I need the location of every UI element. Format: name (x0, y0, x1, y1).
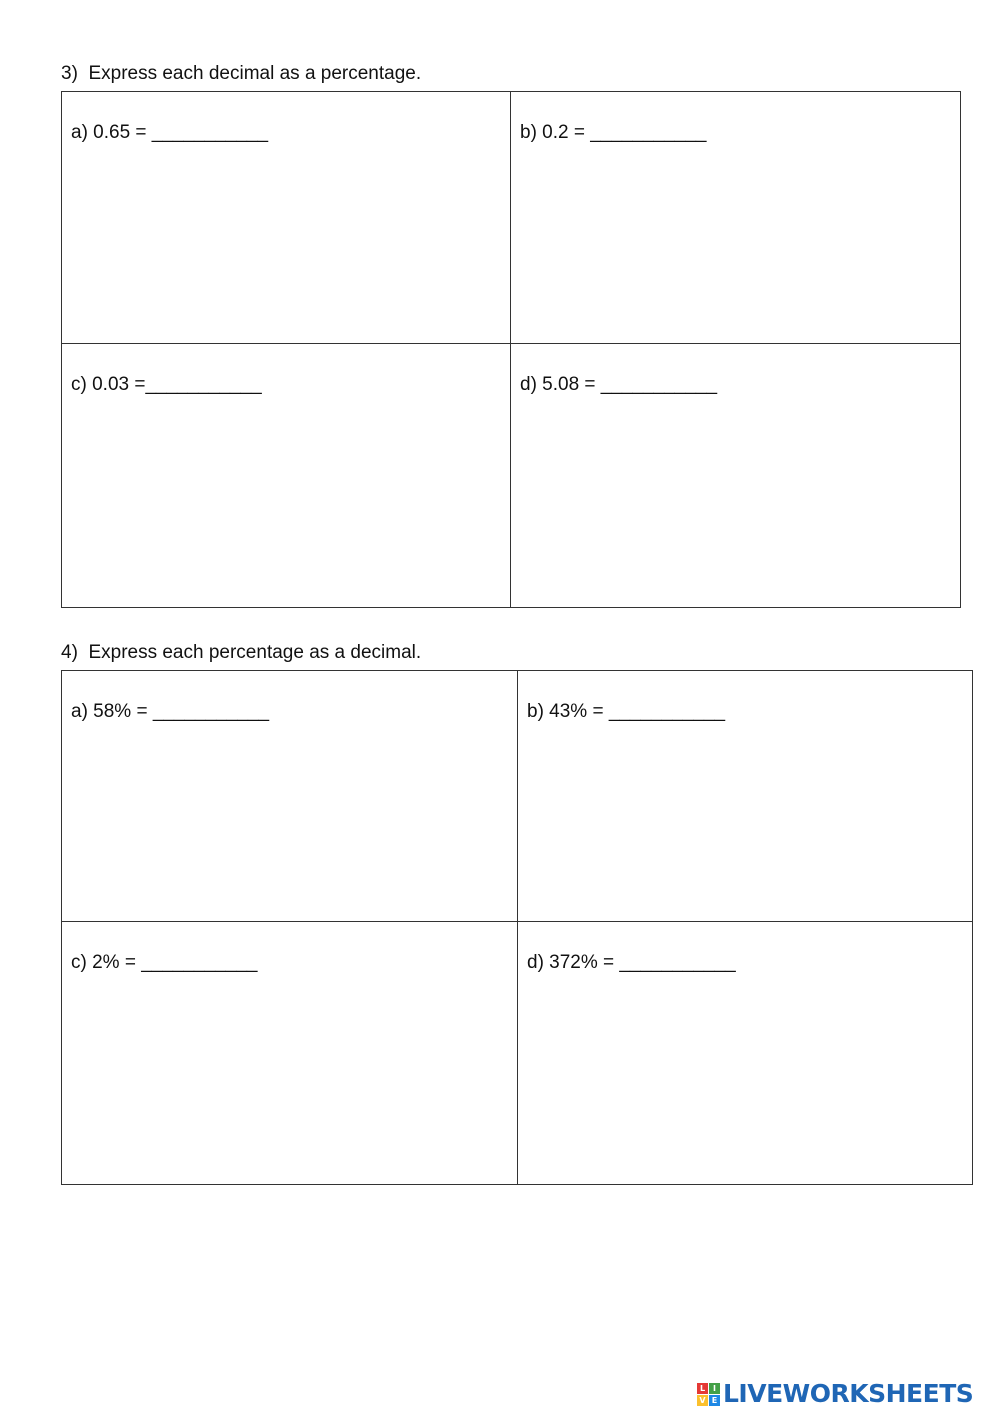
q3-item-d-label: d) 5.08 = ___________ (520, 374, 718, 395)
q3-cell-b[interactable] (511, 92, 960, 344)
question-3-title: 3) Express each decimal as a percentage. (61, 63, 422, 84)
liveworksheets-logo (697, 1380, 973, 1408)
q4-item-a-label: a) 58% = ___________ (71, 701, 270, 722)
question-4-grid (61, 670, 973, 1185)
question-3-grid (61, 91, 961, 608)
logo-mark-letter: L (697, 1383, 708, 1394)
q3-item-c-label: c) 0.03 =___________ (71, 374, 262, 395)
q4-cell-b[interactable] (518, 671, 972, 922)
q3-item-a-label: a) 0.65 = ___________ (71, 122, 269, 143)
liveworksheets-logo-icon (697, 1383, 720, 1406)
question-4-title: 4) Express each percentage as a decimal. (61, 642, 422, 663)
q4-item-c-label: c) 2% = ___________ (71, 952, 258, 973)
q3-cell-a[interactable] (62, 92, 511, 344)
q4-cell-c[interactable] (62, 922, 518, 1184)
q4-cell-a[interactable] (62, 671, 518, 922)
q4-cell-d[interactable] (518, 922, 972, 1184)
q3-cell-c[interactable] (62, 344, 511, 607)
q3-cell-d[interactable] (511, 344, 960, 607)
q3-item-b-label: b) 0.2 = ___________ (520, 122, 707, 143)
logo-mark-letter: I (709, 1383, 720, 1394)
logo-mark-letter: V (697, 1395, 708, 1406)
q4-item-b-label: b) 43% = ___________ (527, 701, 726, 722)
logo-mark-letter: E (709, 1395, 720, 1406)
liveworksheets-logo-text: LIVEWORKSHEETS (723, 1379, 974, 1408)
q4-item-d-label: d) 372% = ___________ (527, 952, 736, 973)
